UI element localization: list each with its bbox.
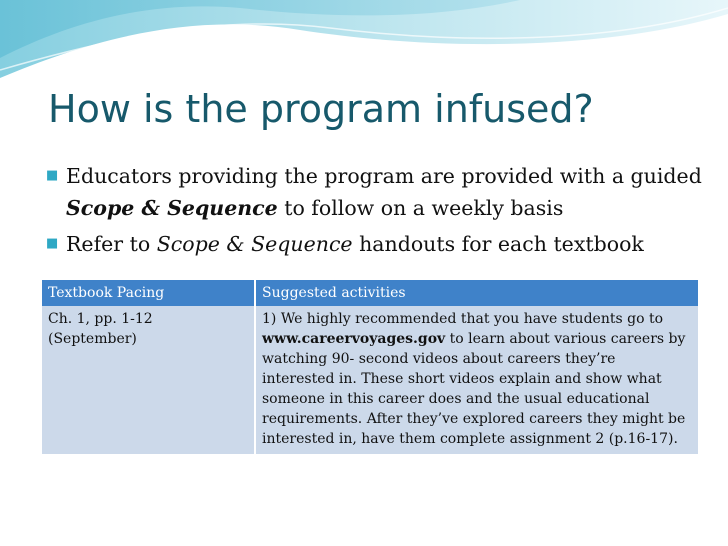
table-header-row bbox=[42, 280, 698, 306]
header-suggested-activities: Suggested activities bbox=[255, 280, 698, 306]
pacing-cell bbox=[42, 306, 255, 454]
bullet-text: Refer to bbox=[66, 232, 157, 256]
pacing-month: (September) bbox=[48, 331, 137, 347]
slide-title: How is the program infused? bbox=[48, 87, 594, 131]
bullet-emphasis: Scope & Sequence bbox=[156, 232, 353, 256]
bullet-emphasis: Scope & Sequence bbox=[66, 196, 278, 220]
activity-text: 1) We highly recommended that you have students go to bbox=[262, 311, 663, 327]
header-textbook-pacing: Textbook Pacing bbox=[42, 280, 255, 306]
bullet-item bbox=[44, 160, 704, 224]
career-link[interactable]: www.careervoyages.gov bbox=[262, 331, 446, 347]
decorative-wave-banner bbox=[0, 0, 728, 90]
bullet-icon: ■ bbox=[46, 236, 59, 251]
bullet-item bbox=[44, 228, 704, 260]
bullet-text: to follow on a weekly basis bbox=[277, 196, 564, 220]
bullet-icon: ■ bbox=[46, 168, 59, 183]
pacing-chapter: Ch. 1, pp. 1-12 bbox=[48, 311, 153, 327]
pacing-table bbox=[42, 280, 698, 454]
bullet-text: Educators providing the program are provided with a guided bbox=[66, 164, 702, 188]
table-row bbox=[42, 306, 698, 454]
activity-cell bbox=[255, 306, 698, 454]
bullet-text: handouts for each textbook bbox=[352, 232, 644, 256]
bullet-list bbox=[44, 160, 704, 260]
activity-text: to learn about various careers by watching 90- second videos about careers they’re interested in. These short videos explain and show what someone in this career does and the usual educational requirements. After they’ve explored careers they might be interested in, have them complete assignment 2 (p.16-17). bbox=[262, 331, 686, 447]
